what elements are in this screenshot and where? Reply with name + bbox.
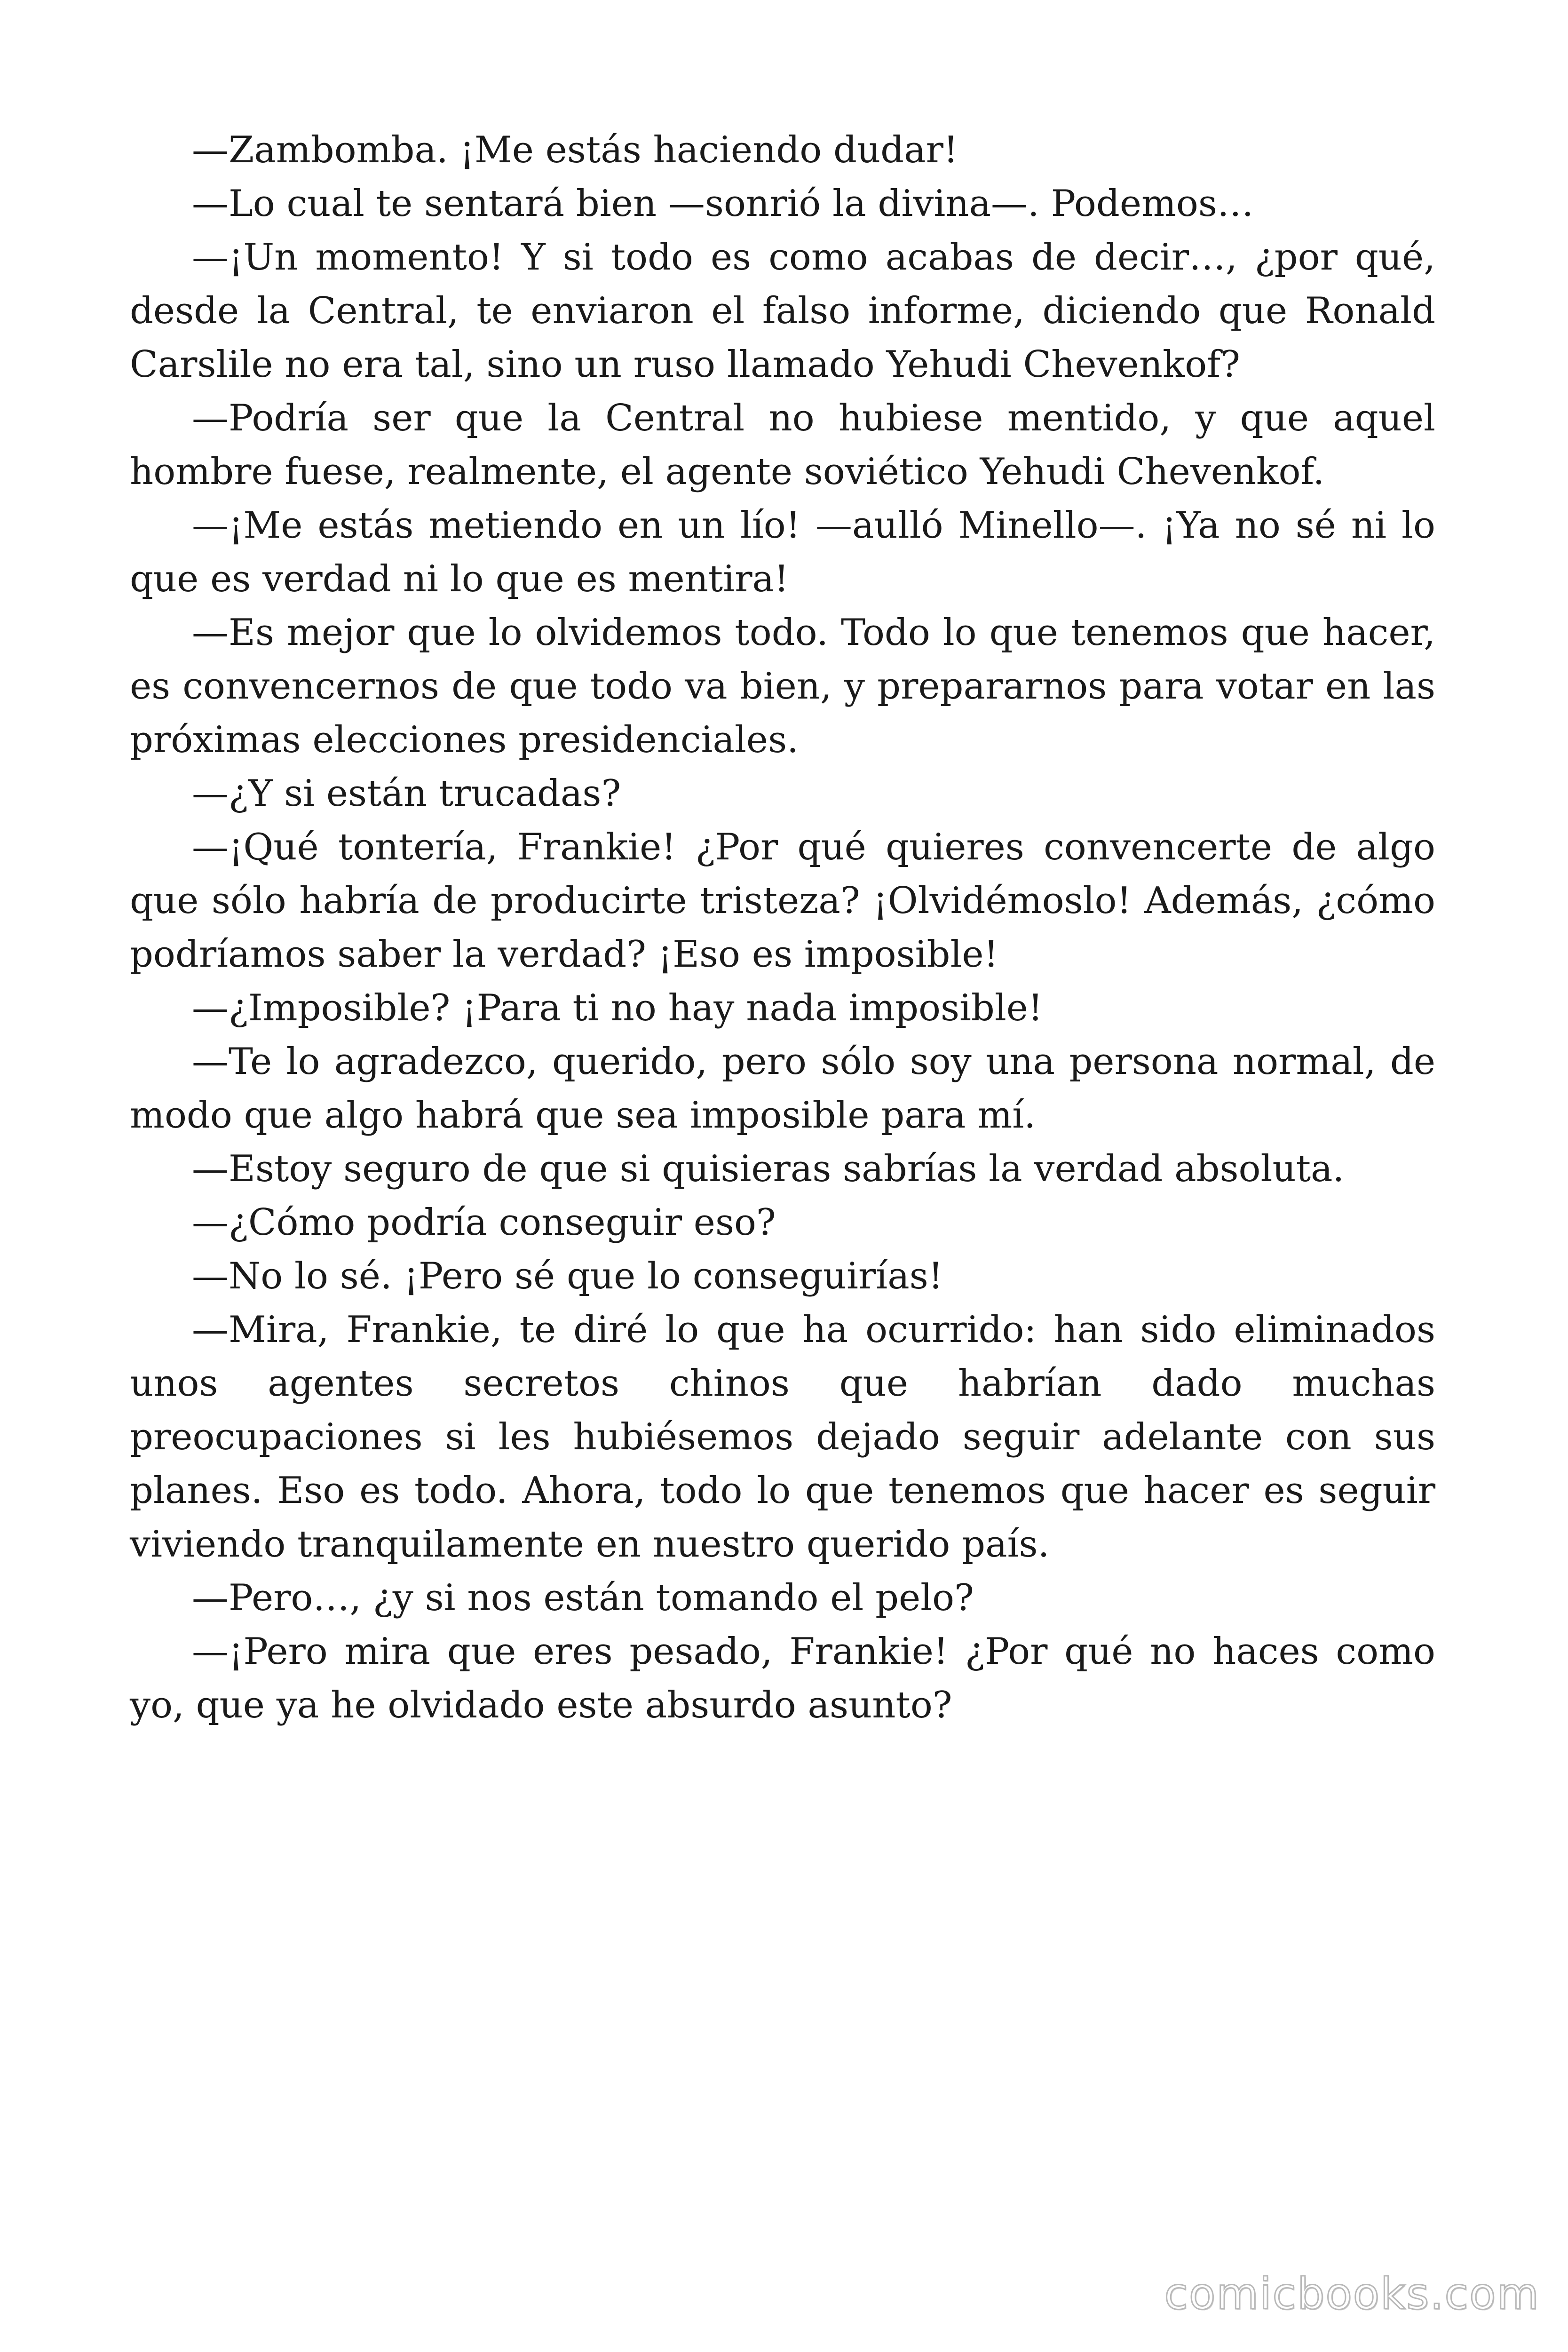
paragraph: —¡Pero mira que eres pesado, Frankie! ¿Por qué no haces como yo, que ya he olvidado este absurdo asunto? [130, 1630, 1435, 1726]
paragraph: —¡Un momento! Y si todo es como acabas de decir…, ¿por qué, desde la Central, te enviaron el falso informe, diciendo que Ronald Carslile no era tal, sino un ruso llamado Yehudi Chevenkof? [130, 236, 1435, 386]
paragraph: —¡Qué tontería, Frankie! ¿Por qué quieres convencerte de algo que sólo habría de producirte tristeza? ¡Olvidémoslo! Además, ¿cómo podríamos saber la verdad? ¡Eso es imposible! [130, 826, 1435, 976]
paragraph: —Estoy seguro de que si quisieras sabrías la verdad absoluta. [192, 1148, 1345, 1190]
paragraph: —¿Cómo podría conseguir eso? [192, 1201, 776, 1244]
paragraph: —Podría ser que la Central no hubiese mentido, y que aquel hombre fuese, realmente, el agente soviético Yehudi Chevenkof. [130, 397, 1435, 493]
paragraph: —¿Y si están trucadas? [192, 772, 621, 815]
paragraph: —Pero…, ¿y si nos están tomando el pelo? [192, 1577, 974, 1619]
paragraph: —Es mejor que lo olvidemos todo. Todo lo que tenemos que hacer, es convencernos de que todo va bien, y prepararnos para votar en las próximas elecciones presidenciales. [130, 612, 1435, 761]
paragraph: —Te lo agradezco, querido, pero sólo soy una persona normal, de modo que algo habrá que sea imposible para mí. [130, 1041, 1435, 1136]
body-text [130, 123, 1435, 1732]
paragraph: —¿Imposible? ¡Para ti no hay nada imposible! [192, 987, 1043, 1029]
watermark: comicbooks.com [1164, 2269, 1540, 2319]
paragraph: —Zambomba. ¡Me estás haciendo dudar! [192, 129, 958, 171]
paragraph: —Lo cual te sentará bien —sonrió la divina—. Podemos… [192, 183, 1254, 225]
paragraph: —¡Me estás metiendo en un lío! —aulló Minello—. ¡Ya no sé ni lo que es verdad ni lo que es mentira! [130, 504, 1435, 600]
paragraph: —Mira, Frankie, te diré lo que ha ocurrido: han sido eliminados unos agentes secretos chinos que habrían dado muchas preocupaciones si les hubiésemos dejado seguir adelante con sus planes. Eso es todo. Ahora, todo lo que tenemos que hacer es seguir viviendo tranquilamente en nuestro querido país. [130, 1309, 1435, 1565]
paragraph: —No lo sé. ¡Pero sé que lo conseguirías! [192, 1255, 943, 1297]
